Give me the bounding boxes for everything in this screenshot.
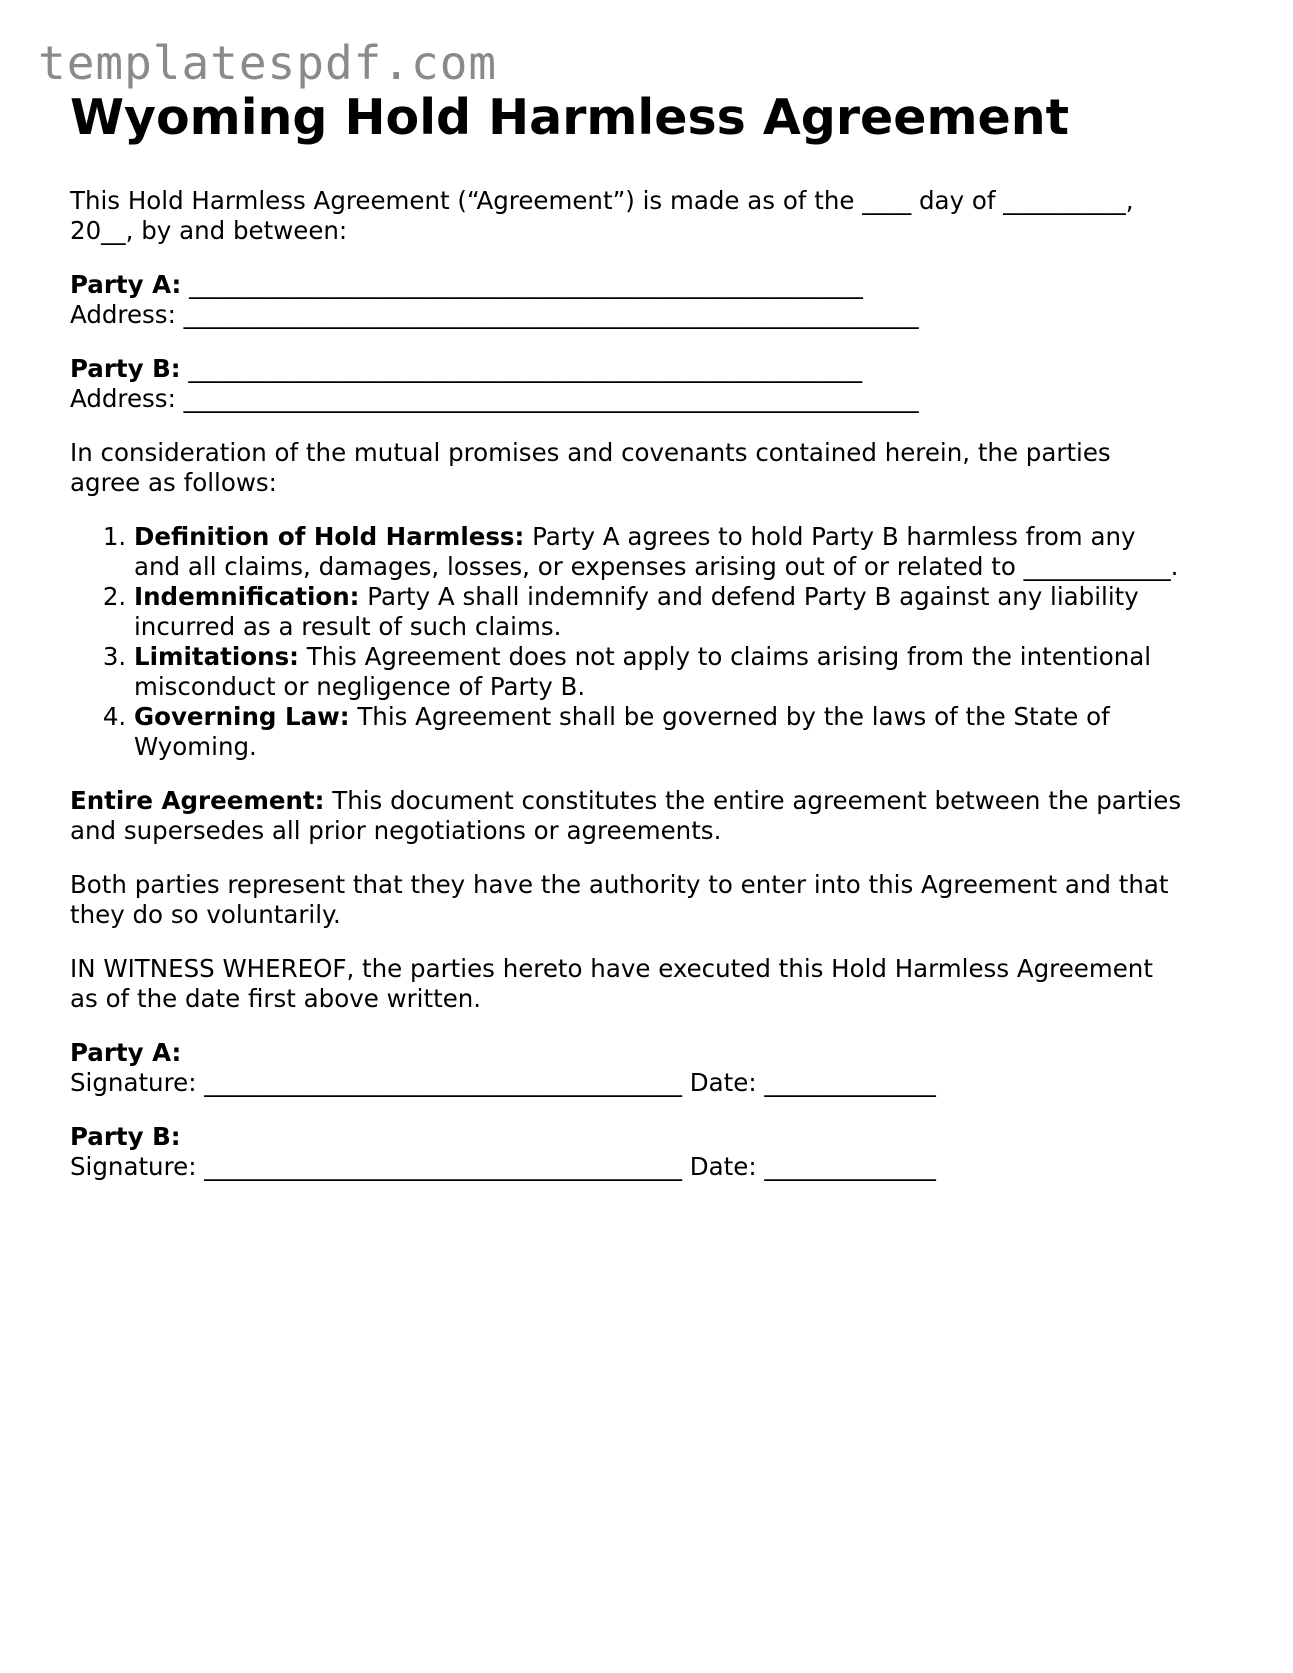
term-text: This Agreement shall be governed by the laws of the State of <box>349 702 1110 732</box>
signature-block-party-a <box>70 1038 1230 1098</box>
term-text: misconduct or negligence of Party B. <box>134 672 586 702</box>
party-b-name-blank: _______________________________________________________ <box>180 354 863 384</box>
witness-line-1: IN WITNESS WHEREOF, the parties hereto have executed this Hold Harmless Agreement <box>70 954 1153 984</box>
party-b-address-blank: ____________________________________________________________ <box>175 384 919 414</box>
term-heading: Governing Law: <box>134 702 350 732</box>
authority-line-2: they do so voluntarily. <box>70 900 341 930</box>
entire-agreement-heading: Entire Agreement: <box>70 786 325 816</box>
entire-agreement-text: This document constitutes the entire agreement between the parties <box>324 786 1182 816</box>
signature-party-a-line: Signature: _______________________________________ Date: ______________ <box>70 1068 936 1098</box>
term-text: Party A shall indemnify and defend Party B against any liability <box>359 582 1139 612</box>
term-item <box>134 582 1230 642</box>
document-title: Wyoming Hold Harmless Agreement <box>70 89 1070 146</box>
term-text: This Agreement does not apply to claims arising from the intentional <box>298 642 1152 672</box>
party-b-name-line <box>70 354 1230 384</box>
signature-party-b-label: Party B: <box>70 1122 181 1152</box>
witness-line-2: as of the date first above written. <box>70 984 482 1014</box>
term-item <box>134 702 1230 762</box>
party-b-address-label: Address: <box>70 384 176 414</box>
term-heading: Limitations: <box>134 642 299 672</box>
entire-agreement-text: and supersedes all prior negotiations or agreements. <box>70 816 722 846</box>
term-text: Party A agrees to hold Party B harmless from any <box>524 522 1136 552</box>
party-a-address-line <box>70 300 1230 330</box>
signature-party-a-label: Party A: <box>70 1038 182 1068</box>
entire-agreement-paragraph <box>70 786 1230 846</box>
party-a-name-blank: _______________________________________________________ <box>181 270 863 300</box>
authority-paragraph <box>70 870 1230 930</box>
document-body <box>70 90 1230 1206</box>
intro-paragraph <box>70 186 1230 246</box>
party-a-block <box>70 270 1230 330</box>
consideration-line-1: In consideration of the mutual promises and covenants contained herein, the parties <box>70 438 1111 468</box>
term-item <box>134 642 1230 702</box>
term-text: incurred as a result of such claims. <box>134 612 562 642</box>
party-a-address-blank: ____________________________________________________________ <box>175 300 919 330</box>
authority-line-1: Both parties represent that they have the authority to enter into this Agreement and that <box>70 870 1169 900</box>
signature-party-b-line: Signature: _______________________________________ Date: ______________ <box>70 1152 936 1182</box>
term-heading: Definition of Hold Harmless: <box>134 522 525 552</box>
intro-line-2: 20__, by and between: <box>70 216 348 246</box>
party-a-label: Party A: <box>70 270 182 300</box>
party-b-block <box>70 354 1230 414</box>
term-text: Wyoming. <box>134 732 257 762</box>
party-a-name-line <box>70 270 1230 300</box>
term-item <box>134 522 1230 582</box>
terms-list <box>70 522 1230 762</box>
signature-block-party-b <box>70 1122 1230 1182</box>
consideration-paragraph <box>70 438 1230 498</box>
term-heading: Indemnification: <box>134 582 360 612</box>
term-text: and all claims, damages, losses, or expenses arising out of or related to ____________. <box>134 552 1179 582</box>
party-a-address-label: Address: <box>70 300 176 330</box>
party-b-address-line <box>70 384 1230 414</box>
intro-line-1: This Hold Harmless Agreement (“Agreement”) is made as of the ____ day of __________, <box>70 186 1134 216</box>
consideration-line-2: agree as follows: <box>70 468 277 498</box>
watermark: templatespdf.com <box>38 36 498 90</box>
party-b-label: Party B: <box>70 354 181 384</box>
witness-paragraph <box>70 954 1230 1014</box>
